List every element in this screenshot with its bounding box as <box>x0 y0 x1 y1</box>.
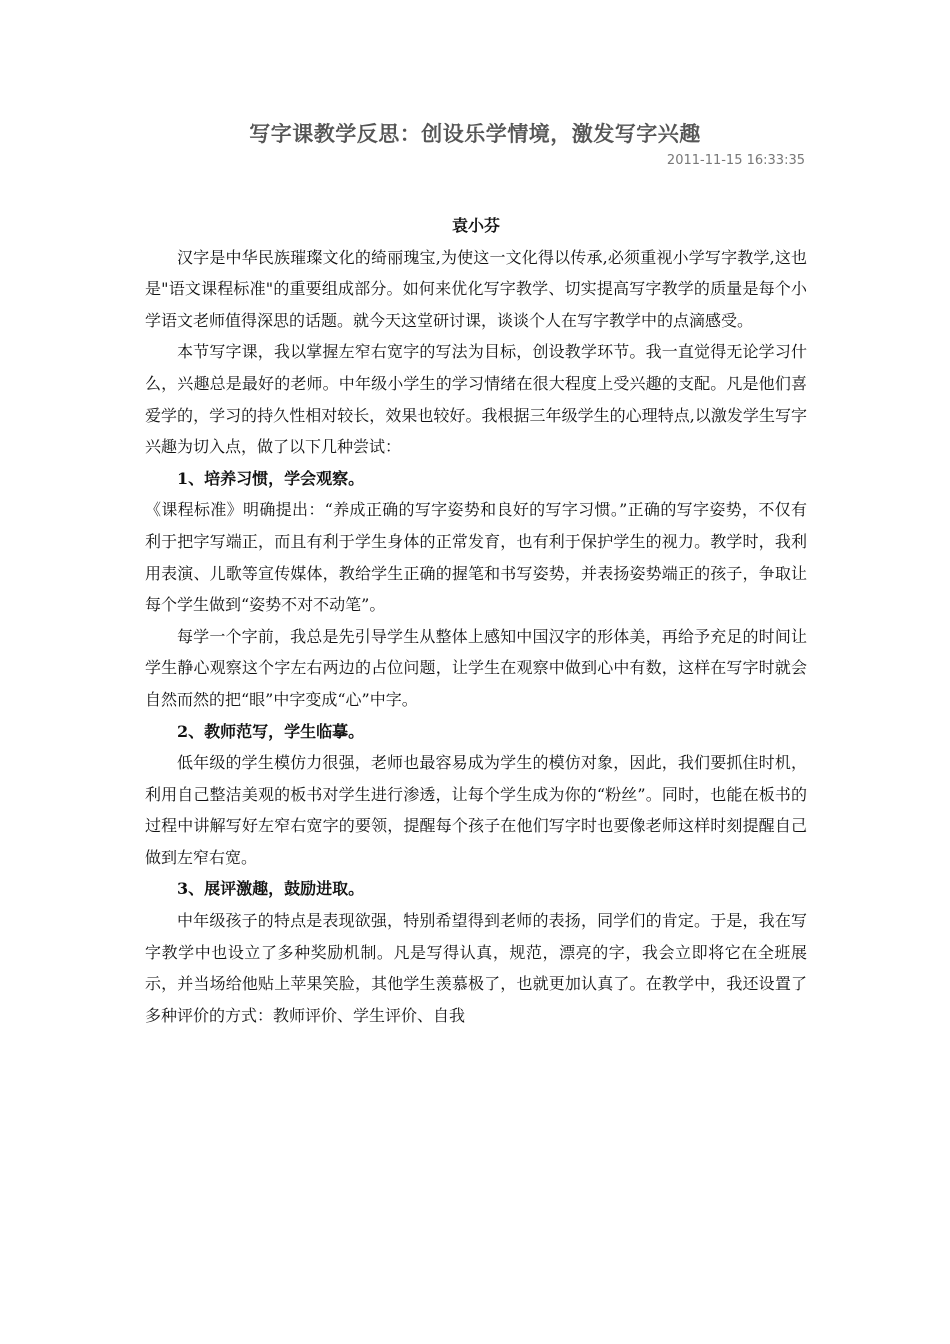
section-heading: 2、教师范写，学生临摹。 <box>177 721 365 741</box>
article-body <box>145 210 807 1031</box>
paragraph: 本节写字课，我以掌握左窄右宽字的写法为目标，创设教学环节。我一直觉得无论学习什么，兴趣总是最好的老师。中年级小学生的学习情绪在很大程度上受兴趣的支配。凡是他们喜爱学的，学习的持久性相对较长，效果也较好。我根据三年级学生的心理特点,以激发学生写字兴趣为切入点，做了以下几种尝试： <box>145 342 807 457</box>
paragraph: 汉字是中华民族璀璨文化的绮丽瑰宝,为使这一文化得以传承,必须重视小学写字教学,这也是"语文课程标准"的重要组成部分。如何来优化写字教学、切实提高写字教学的质量是每个小学语文老师值得深思的话题。就今天这堂研讨课，谈谈个人在写字教学中的点滴感受。 <box>145 247 807 330</box>
section-heading: 1、培养习惯，学会观察。 <box>177 468 365 488</box>
paragraph: 中年级孩子的特点是表现欲强，特别希望得到老师的表扬，同学们的肯定。于是，我在写字教学中也设立了多种奖励机制。凡是写得认真，规范，漂亮的字，我会立即将它在全班展示，并当场给他贴上苹果笑脸，其他学生羡慕极了，也就更加认真了。在教学中，我还设置了多种评价的方式：教师评价、学生评价、自我 <box>145 911 807 1025</box>
document-title: 写字课教学反思：创设乐学情境，激发写字兴趣 <box>249 122 701 146</box>
paragraph: 《课程标准》明确提出：“养成正确的写字姿势和良好的写字习惯。”正确的写字姿势，不仅有利于把字写端正，而且有利于学生身体的正常发育，也有利于保护学生的视力。教学时，我利用表演、儿歌等宣传媒体，教给学生正确的握笔和书写姿势，并表扬姿势端正的孩子，争取让每个学生做到“姿势不对不动笔”。 <box>145 500 807 615</box>
author-name: 袁小芬 <box>451 216 500 235</box>
publish-timestamp: 2011-11-15 16:33:35 <box>666 153 805 168</box>
section-heading: 3、展评激趣，鼓励进取。 <box>177 879 365 899</box>
paragraph: 每学一个字前，我总是先引导学生从整体上感知中国汉字的形体美，再给予充足的时间让学生静心观察这个字左右两边的占位问题，让学生在观察中做到心中有数，这样在写字时就会自然而然的把“眼”中字变成“心”中字。 <box>145 626 807 709</box>
paragraph: 低年级的学生模仿力很强，老师也最容易成为学生的模仿对象，因此，我们要抓住时机， 利用自己整洁美观的板书对学生进行渗透，让每个学生成为你的“粉丝”。同时，也能在板书的过程中讲解写好左窄右宽字的要领，提醒每个孩子在他们写字时也要像老师这样时刻提醒自己做到左窄右宽。 <box>145 753 807 867</box>
